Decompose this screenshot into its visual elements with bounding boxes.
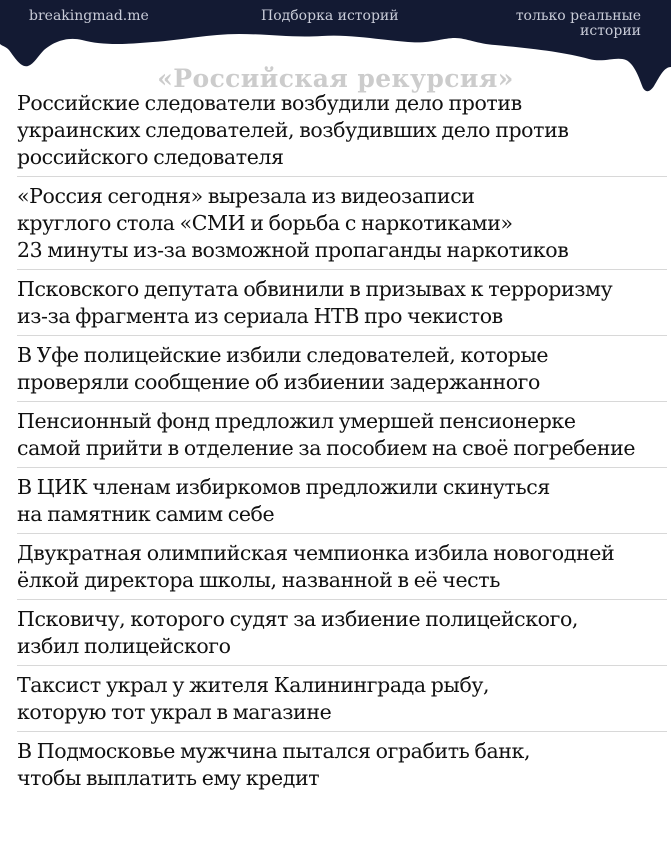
- story-item[interactable]: Пенсионный фонд предложил умершей пенсионерке самой прийти в отделение за пособием на своё погребение: [17, 401, 667, 467]
- story-item[interactable]: Псковского депутата обвинили в призывах к терроризму из-за фрагмента из сериала НТВ про чекистов: [17, 269, 667, 335]
- tagline: только реальные истории: [515, 8, 641, 39]
- story-item[interactable]: Таксист украл у жителя Калининграда рыбу, которую тот украл в магазине: [17, 665, 667, 731]
- story-item[interactable]: В Уфе полицейские избили следователей, которые проверяли сообщение об избиении задержанного: [17, 335, 667, 401]
- story-list: [17, 84, 667, 797]
- page-title: «Российская рекурсия»: [157, 63, 514, 93]
- story-item[interactable]: В ЦИК членам избиркомов предложили скинуться на памятник самим себе: [17, 467, 667, 533]
- site-link[interactable]: breakingmad.me: [29, 8, 149, 24]
- story-item[interactable]: Российские следователи возбудили дело против украинских следователей, возбудивших дело против российского следователя: [17, 91, 569, 169]
- collection-label[interactable]: Подборка историй: [261, 8, 399, 24]
- story-item[interactable]: В Подмосковье мужчина пытался ограбить банк, чтобы выплатить ему кредит: [17, 731, 667, 797]
- story-item[interactable]: Двукратная олимпийская чемпионка избила новогодней ёлкой директора школы, названной в её честь: [17, 533, 667, 599]
- story-item[interactable]: «Россия сегодня» вырезала из видеозаписи круглого стола «СМИ и борьба с наркотиками» 23 минуты из-за возможной пропаганды наркотиков: [17, 176, 667, 269]
- story-item[interactable]: Псковичу, которого судят за избиение полицейского, избил полицейского: [17, 599, 667, 665]
